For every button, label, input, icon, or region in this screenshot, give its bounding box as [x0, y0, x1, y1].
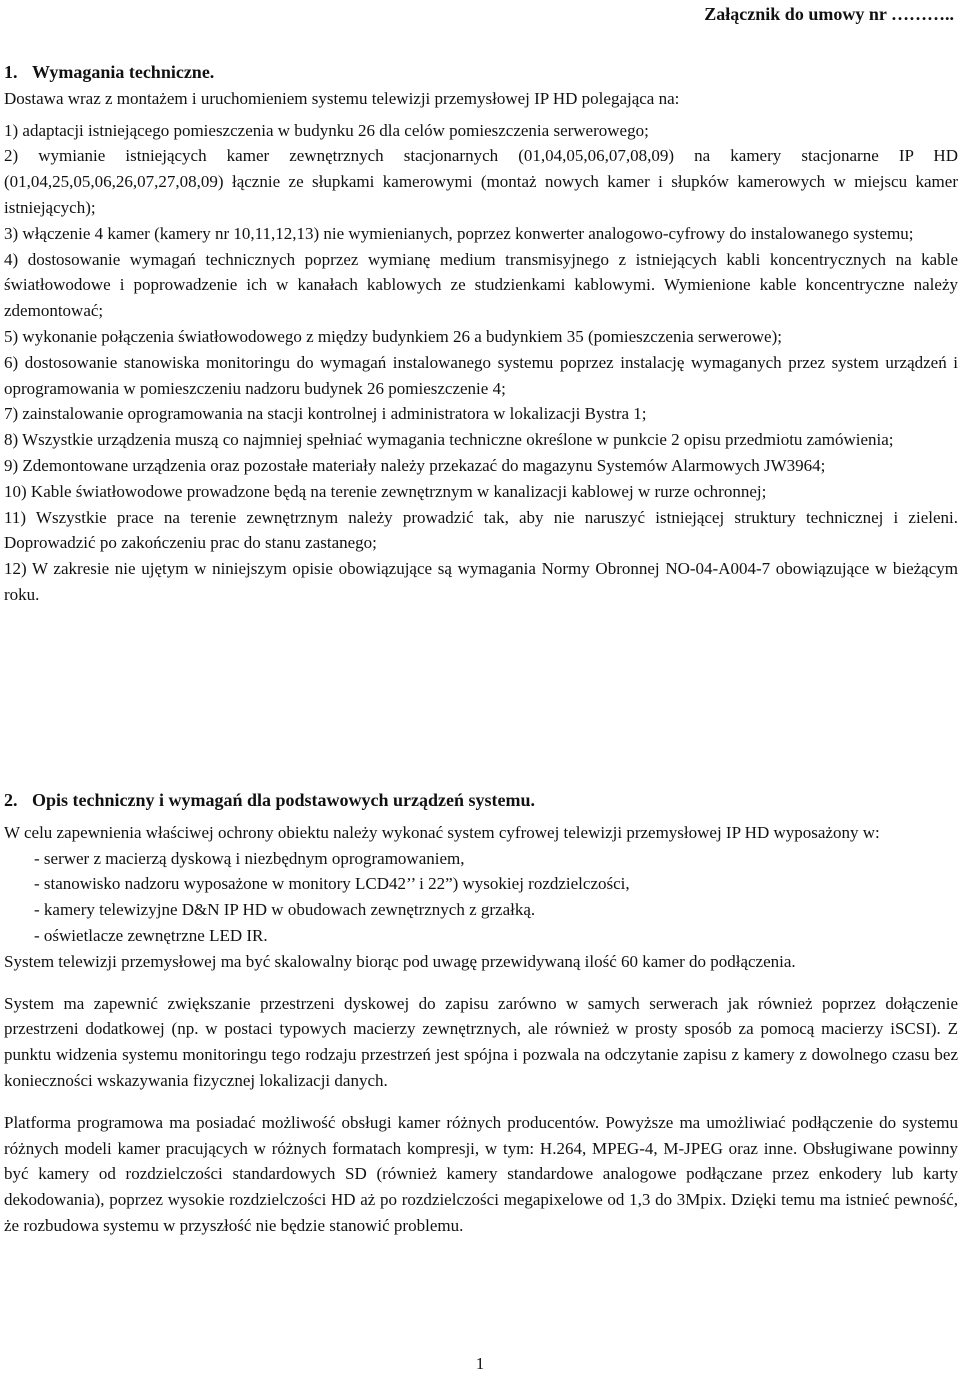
section-number: 2.	[4, 790, 18, 810]
list-item: - stanowisko nadzoru wyposażone w monitory LCD42’’ i 22”) wysokiej rozdzielczości,	[34, 874, 630, 894]
requirement-item: 6) dostosowanie stanowiska monitoringu do wymagań instalowanego systemu poprzez instalację wymaganych przez system urządzeń i oprogramowania w pomieszczeniu nadzoru budynek 26 pomieszczenie 4;	[4, 352, 958, 398]
requirement-item: 9) Zdemontowane urządzenia oraz pozostałe materiały należy przekazać do magazynu Systemów Alarmowych JW3964;	[4, 455, 826, 475]
requirement-item: 4) dostosowanie wymagań technicznych poprzez wymianę medium transmisyjnego z istniejących kabli koncentrycznych na kable światłowodowe i poprowadzenie ich w kanałach kablowych ze studzienkami kablowymi. Wymienione kable koncentryczne należy zdemontować;	[4, 249, 958, 321]
section-heading	[4, 60, 958, 86]
paragraph-storage: System ma zapewnić zwiększanie przestrzeni dyskowej do zapisu zarówno w samych serwerach jak również poprzez dołączenie przestrzeni dodatkowej (np. w postaci typowych macierzy zewnętrznych, ale również w prosty sposób za pomocą macierzy iSCSI). Z punktu widzenia systemu monitoringu tego rodzaju przestrzeń jest spójna i pozwala na odczytanie zapisu z kamery z dowolnego czasu bez konieczności wskazywania fizycznej lokalizacji danych.	[4, 993, 958, 1090]
section-heading	[4, 788, 958, 814]
page-number: 1	[475, 1354, 485, 1373]
list-item: - oświetlacze zewnętrzne LED IR.	[34, 925, 268, 945]
section-title: Wymagania techniczne.	[32, 62, 215, 82]
section-number: 1.	[4, 62, 18, 82]
requirement-item: 10) Kable światłowodowe prowadzone będą na terenie zewnętrznym w kanalizacji kablowej w rurze ochronnej;	[4, 481, 767, 501]
annex-header: Załącznik do umowy nr ………..	[704, 4, 954, 24]
requirement-item: 8) Wszystkie urządzenia muszą co najmniej spełniać wymagania techniczne określone w punkcie 2 opisu przedmiotu zamówienia;	[4, 430, 894, 450]
requirement-item: 3) włączenie 4 kamer (kamery nr 10,11,12,13) nie wymienianych, poprzez konwerter analogowo-cyfrowy do instalowanego systemu;	[4, 223, 914, 243]
section-intro: Dostawa wraz z montażem i uruchomieniem systemu telewizji przemysłowej IP HD polegająca na:	[4, 88, 680, 108]
requirement-item: 5) wykonanie połączenia światłowodowego z między budynkiem 26 a budynkiem 35 (pomieszczenia serwerowe);	[4, 326, 782, 346]
section-intro: W celu zapewnienia właściwej ochrony obiektu należy wykonać system cyfrowej telewizji przemysłowej IP HD wyposażony w:	[4, 822, 880, 842]
requirement-item: 2) wymianie istniejących kamer zewnętrznych stacjonarnych (01,04,05,06,07,08,09) na kamery stacjonarne IP HD (01,04,25,05,06,26,07,27,08,09) łącznie ze słupkami kamerowymi (montaż nowych kamer i słupków kamerowych w miejscu kamer istniejących);	[4, 146, 958, 217]
requirement-item: 11) Wszystkie prace na terenie zewnętrznym należy prowadzić tak, aby nie naruszyć istniejącej struktury technicznej i zieleni. Doprowadzić po zakończeniu prac do stanu zastanego;	[4, 507, 958, 553]
list-item: - serwer z macierzą dyskową i niezbędnym oprogramowaniem,	[34, 848, 465, 868]
paragraph-scalability: System telewizji przemysłowej ma być skalowalny biorąc pod uwagę przewidywaną ilość 60 kamer do podłączenia.	[4, 951, 796, 971]
requirement-item: 7) zainstalowanie oprogramowania na stacji kontrolnej i administratora w lokalizacji Bystra 1;	[4, 404, 647, 424]
section-technical-requirements	[4, 60, 958, 608]
section-technical-description	[4, 788, 958, 1239]
section-title: Opis techniczny i wymagań dla podstawowych urządzeń systemu.	[32, 790, 536, 810]
list-item: - kamery telewizyjne D&N IP HD w obudowach zewnętrznych z grzałką.	[34, 900, 536, 920]
paragraph-platform: Platforma programowa ma posiadać możliwość obsługi kamer różnych producentów. Powyższe ma umożliwiać podłączenie do systemu różnych modeli kamer pracujących w różnych formatach kompresji, w tym: H.264, MPEG-4, M-JPEG oraz inne. Obsługiwane powinny być kamery od rozdzielczości standardowych SD (również kamery standardowe analogowe podłączane przez enkodery lub karty dekodowania), poprzez wysokie rozdzielczości HD aż po rozdzielczości megapixelowe od 1,3 do 3Mpix. Dzięki temu ma istnieć pewność, że rozbudowa systemu w przyszłość nie będzie stanowić problemu.	[4, 1112, 958, 1235]
equipment-list	[4, 846, 958, 949]
requirement-item: 1) adaptacji istniejącego pomieszczenia w budynku 26 dla celów pomieszczenia serwerowego;	[4, 120, 649, 140]
requirement-item: 12) W zakresie nie ujętym w niniejszym opisie obowiązujące są wymagania Normy Obronnej NO-04-A004-7 obowiązujące w bieżącym roku.	[4, 559, 958, 604]
